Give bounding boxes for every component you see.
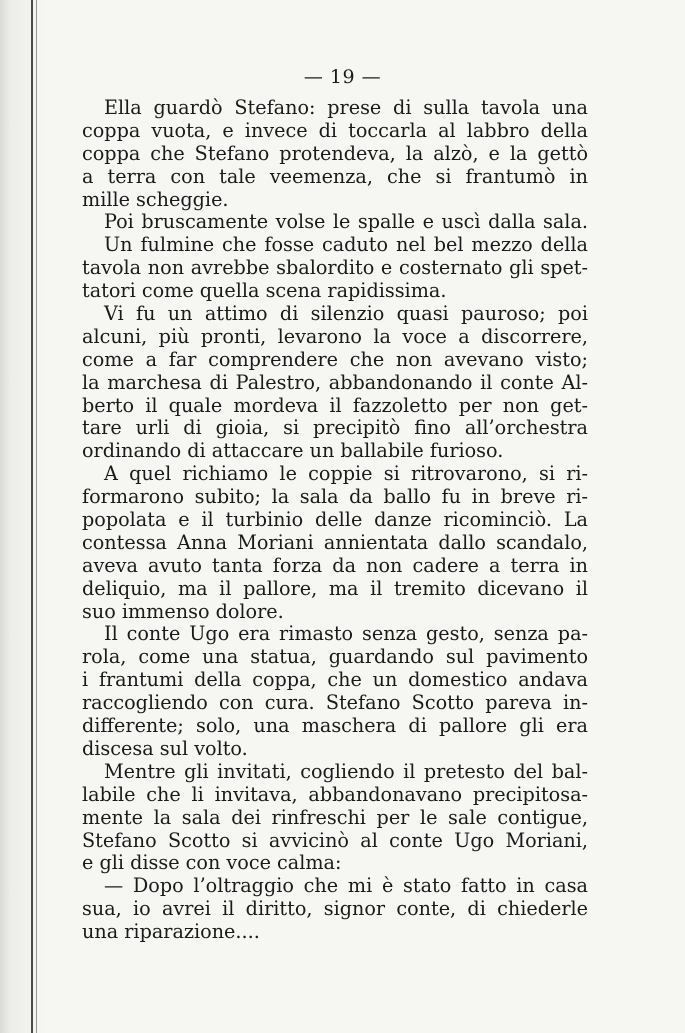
- text-line: tare urli di gioia, si precipitò fino all’orchestra: [82, 416, 588, 440]
- text-line: coppa che Stefano protendeva, la alzò, e la gettò: [82, 141, 588, 165]
- text-line: raccogliendo con cura. Stefano Scotto pareva in-: [82, 691, 588, 715]
- text-line: tatori come quella scena rapidissima.: [82, 279, 447, 303]
- text-line: Vi fu un attimo di silenzio quasi pauroso; poi: [104, 302, 588, 326]
- text-line: mille scheggie.: [82, 187, 229, 211]
- text-line: popolata e il turbinio delle danze ricominciò. La: [82, 508, 588, 532]
- text-line: — Dopo l’oltraggio che mi è stato fatto in casa: [104, 874, 588, 898]
- text-line: Stefano Scotto si avvicinò al conte Ugo Moriani,: [82, 828, 588, 852]
- text-line: A quel richiamo le coppie si ritrovarono, si ri-: [104, 462, 588, 486]
- page-number: — 19 —: [303, 66, 382, 88]
- text-line: tavola non avrebbe sbalordito e costernato gli spet-: [82, 256, 588, 280]
- text-line: come a far comprendere che non avevano visto;: [82, 347, 588, 371]
- text-line: discesa sul volto.: [82, 736, 248, 760]
- text-line: differente; solo, una maschera di pallore gli era: [82, 714, 588, 738]
- text-line: berto il quale mordeva il fazzoletto per non get-: [82, 393, 588, 417]
- text-line: sua, io avrei il diritto, signor conte, di chiederle: [82, 897, 588, 921]
- text-line: coppa vuota, e invece di toccarla al labbro della: [82, 118, 588, 142]
- text-line: la marchesa di Palestro, abbandonando il conte Al-: [82, 370, 588, 394]
- text-line: suo immenso dolore.: [82, 599, 284, 623]
- binding-edge: [31, 0, 33, 1033]
- text-line: a terra con tale veemenza, che si frantumò in: [82, 164, 588, 188]
- text-line: formarono subito; la sala da ballo fu in breve ri-: [82, 485, 588, 509]
- text-line: ordinando di attaccare un ballabile furioso.: [82, 439, 504, 463]
- text-line: labile che li invitava, abbandonavano precipitosa-: [82, 782, 588, 806]
- binding-edge-secondary: [36, 0, 37, 1033]
- text-line: alcuni, più pronti, levarono la voce a discorrere,: [82, 324, 588, 348]
- text-line: una riparazione....: [82, 920, 260, 944]
- text-line: Mentre gli invitati, cogliendo il pretesto del bal-: [104, 759, 588, 783]
- book-gutter: [0, 0, 46, 1033]
- text-line: contessa Anna Moriani annientata dallo scandalo,: [82, 530, 588, 554]
- text-line: Un fulmine che fosse caduto nel bel mezzo della: [104, 233, 588, 257]
- text-line: Il conte Ugo era rimasto senza gesto, senza pa-: [104, 622, 588, 646]
- text-line: rola, come una statua, guardando sul pavimento: [82, 645, 588, 669]
- text-line: Ella guardò Stefano: prese di sulla tavola una: [104, 96, 588, 119]
- text-line: i frantumi della coppa, che un domestico andava: [82, 668, 588, 692]
- text-line: aveva avuto tanta forza da non cadere a terra in: [82, 553, 588, 577]
- text-line: e gli disse con voce calma:: [82, 851, 342, 875]
- text-line: deliquio, ma il pallore, ma il tremito dicevano il: [82, 576, 588, 600]
- text-line: Poi bruscamente volse le spalle e uscì dalla sala.: [104, 210, 588, 234]
- text-line: mente la sala dei rinfreschi per le sale contigue,: [82, 805, 588, 829]
- body-text: [82, 97, 588, 944]
